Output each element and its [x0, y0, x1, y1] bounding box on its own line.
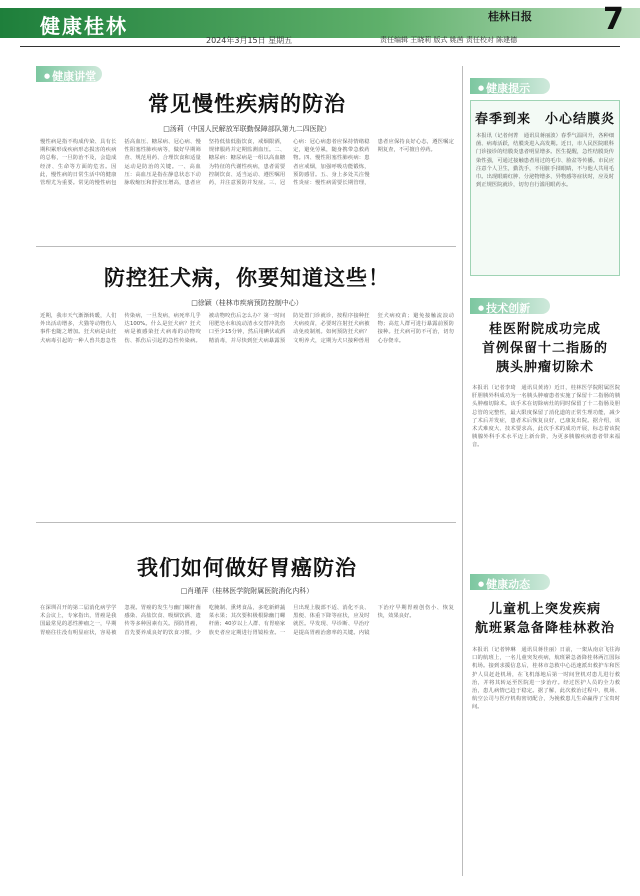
- tech-title-line: 胰头肿瘤切除术: [495, 360, 594, 375]
- article1-body: 慢性病是指不构成传染、具有长期积累形成疾病形态损害的疾病的总称，一旦防治不及，会造成经济、生命等方面的危害。因此，慢性病的日常生活中的健康管理尤为重要。常见的慢性病包括高血压、糖尿病、冠心病、慢性阻塞性肺疾病等，做好早期筛查、规范用药、合理饮食和适量运动是防治的关键。一、高血压：高血压是指在静息状态下动脉收缩压和舒张压增高，患者应坚持低盐低脂饮食，戒烟限酒，规律服药并定期监测血压。二、糖尿病：糖尿病是一组以高血糖为特征的代谢性疾病，患者需要控制饮食、适当运动、遵医嘱用药，并注意预防并发症。三、冠心病：冠心病患者应保持情绪稳定，避免劳累，随身携带急救药物。四、慢性阻塞性肺疾病：患者应戒烟，加强呼吸功能锻炼，预防感冒。五、身上多处关注慢性炎症：慢性病需要长期管理，患者应保持良好心态，遵医嘱定期复查，不可擅自停药。: [40, 139, 454, 187]
- tip-title: 春季到来 小心结膜炎: [474, 112, 615, 127]
- article2-title: 防控狂犬病，你要知道这些！: [104, 265, 390, 290]
- column-tag-health-news: ● 健康动态: [470, 574, 550, 590]
- news-body: 本报讯（记者钟琳 通讯员蒋佳丽）日前，一架从南京飞往海口的航班上，一名儿童突发疾病，航班紧急备降桂林两江国际机场。接到求援信息后，桂林市急救中心迅速派出救护车和医护人员赶赴机场，在飞机落地后第一时间登机对患儿进行救治，并将其转运至医院进一步治疗。经过医护人员的全力救治，患儿病情已趋于稳定。据了解，此次救治过程中，机场、航空公司与医疗机构密切配合，为挽救患儿生命赢得了宝贵时间。: [472, 647, 620, 711]
- article3-title: 我们如何做好胃癌防治: [137, 555, 357, 580]
- page-number: 7: [603, 2, 624, 37]
- news-title: [470, 600, 620, 638]
- tech-title-line: 桂医附院成功完成: [488, 322, 601, 337]
- article2-body: 近期，我市天气渐渐转暖，人们外出活动增多，犬猫等动物伤人事件也随之增加。狂犬病是由狂犬病毒引起的一种人兽共患急性传染病，一旦发病，病死率几乎达100%。什么是狂犬病？狂犬病是被感染狂犬病毒的动物咬伤、抓伤后引起的急性传染病。被动物咬伤后怎么办？第一时间用肥皂水和流动清水交替冲洗伤口至少15分钟，然后用碘伏或酒精消毒，并尽快到狂犬病暴露预防处置门诊就诊，按程序接种狂犬病疫苗，必要时注射狂犬病被动免疫制剂。如何预防狂犬病？文明养犬，定期为犬只接种兽用狂犬病疫苗；避免接触流浪动物；高危人群可进行暴露前预防接种。狂犬病可防不可治，切勿心存侥幸。: [40, 313, 454, 344]
- divider: [36, 246, 456, 247]
- news-title-line: 航班紧急备降桂林救治: [474, 621, 615, 636]
- news-title-line: 儿童机上突发疾病: [488, 602, 601, 617]
- column-tag-tech: ● 技术创新: [470, 298, 550, 314]
- tip-body: 本报讯（记者何菁 通讯员蒋丽波）春季气温回升，各种细菌、病毒活跃，结膜炎进入高发期。近日，市人民医院眼科门诊接诊的结膜炎患者明显增多。医生提醒，急性结膜炎传染性强，可通过接触患者用过的毛巾、脸盆等传播。市民应注意个人卫生，勤洗手，不用脏手揉眼睛，不与他人共用毛巾。出现眼睛红肿、分泌物增多、异物感等症状时，应及时到正规医院就诊，切勿自行滥用眼药水。: [476, 133, 614, 189]
- section-title: 健康桂林: [40, 14, 128, 38]
- tech-title-line: 首例保留十二指肠的: [481, 341, 608, 356]
- article1-byline: □汤莉（中国人民解放军联勤保障部队第九二四医院）: [163, 125, 331, 133]
- tech-title: [470, 320, 620, 377]
- issue-date: 2024年3月15日 星期五: [206, 36, 293, 45]
- newspaper-logo: 桂林日报: [488, 10, 532, 23]
- header-rule: [20, 46, 620, 47]
- editor-credits: 责任编辑 王晓莉 版式 姚茜 责任校对 陈建德: [380, 36, 518, 44]
- article1-title: 常见慢性疾病的防治: [148, 91, 346, 116]
- article3-byline: □肖瑾萍（桂林医学院附属医院消化内科）: [180, 587, 314, 595]
- page-header: [0, 0, 640, 46]
- column-tag-health-tip: ● 健康提示: [470, 78, 550, 94]
- column-tag-health-lecture: ● 健康讲堂: [36, 66, 102, 82]
- tech-body: 本报讯（记者李琦 通讯员黄涛）近日，桂林医学院附属医院肝胆胰外科成功为一名胰头肿瘤患者实施了保留十二指肠的胰头肿瘤切除术。该手术在切除病灶的同时保留了十二指肠及胆总管的完整性，最大限度保留了消化道的正常生理功能，减少了术后并发症，患者术后恢复良好，已康复出院。据介绍，该术式难度大、技术要求高，此次手术的成功开展，标志着该院胰腺外科手术水平迈上新台阶，为更多胰腺疾病患者带来福音。: [472, 385, 620, 449]
- article3-body: 在深圳召开的第二届消化病学学术会议上，专家指出，胃癌是我国最常见的恶性肿瘤之一，早期胃癌往往没有明显症状，容易被忽视。胃癌的发生与幽门螺杆菌感染、高盐饮食、吸烟饮酒、遗传等多种因素有关。预防胃癌，首先要养成良好的饮食习惯，少吃腌制、熏烤食品，多吃新鲜蔬菜水果；其次要积极根除幽门螺杆菌；40岁以上人群、有胃癌家族史者应定期进行胃镜检查。一旦出现上腹部不适、消化不良、黑便、体重下降等症状，应及时就医。早发现、早诊断、早治疗是提高胃癌治愈率的关键。内镜下治疗早期胃癌创伤小、恢复快，效果良好。: [40, 605, 454, 636]
- divider: [36, 522, 456, 523]
- column-divider: [462, 66, 463, 876]
- article2-byline: □徐颖（桂林市疾病预防控制中心）: [191, 299, 303, 307]
